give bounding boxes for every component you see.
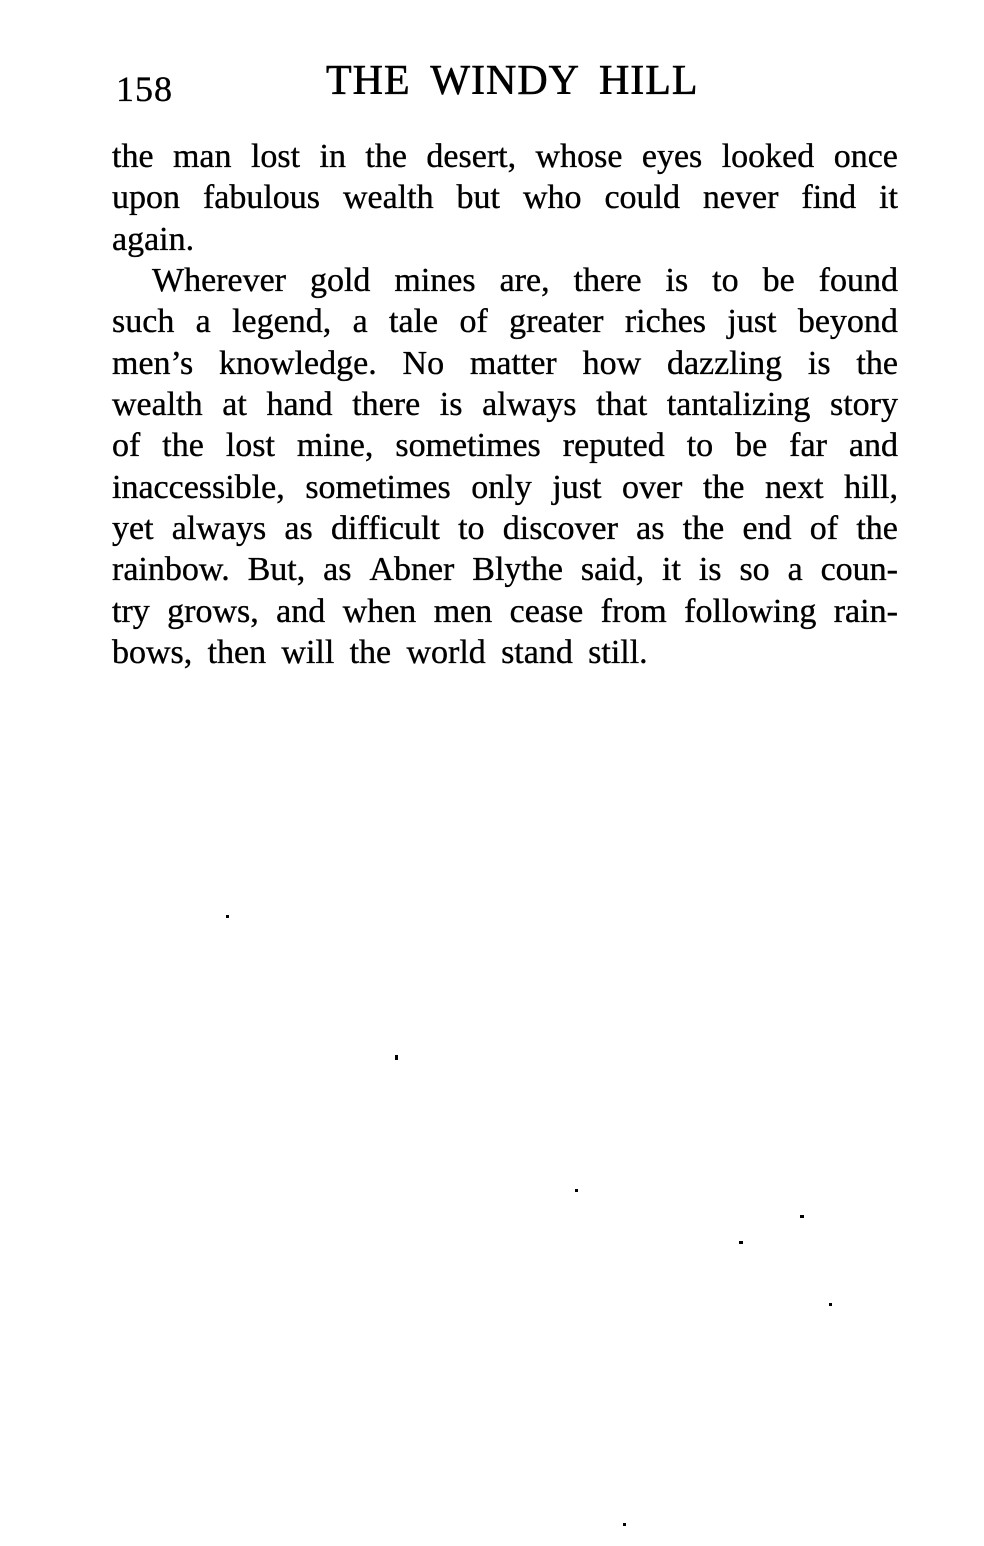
text-line: bows, then will the world stand still. bbox=[112, 633, 648, 671]
scan-speck bbox=[739, 1241, 743, 1244]
text-line: such a legend, a tale of greater riches just beyond bbox=[112, 303, 898, 341]
text-line: of the lost mine, sometimes reputed to be far and bbox=[112, 427, 898, 465]
text-line: wealth at hand there is always that tantalizing story bbox=[112, 385, 898, 423]
paragraph-continuation bbox=[112, 136, 898, 260]
page-number: 158 bbox=[116, 69, 173, 109]
text-line: rainbow. But, as Abner Blythe said, it is so a coun- bbox=[112, 551, 898, 589]
text-line: try grows, and when men cease from following rain- bbox=[112, 592, 898, 630]
running-title: THE WINDY HILL bbox=[326, 58, 699, 104]
text-line: inaccessible, sometimes only just over the next hill, bbox=[112, 468, 898, 506]
text-line: upon fabulous wealth but who could never find it bbox=[112, 179, 898, 217]
scan-speck bbox=[575, 1189, 578, 1192]
scan-speck bbox=[623, 1523, 626, 1526]
paragraph bbox=[112, 260, 898, 673]
scan-speck bbox=[226, 915, 229, 918]
scan-speck bbox=[800, 1215, 804, 1218]
page-text bbox=[112, 136, 898, 673]
text-line: Wherever gold mines are, there is to be found bbox=[152, 261, 898, 299]
text-line: again. bbox=[112, 220, 195, 258]
text-line: the man lost in the desert, whose eyes looked once bbox=[112, 138, 898, 175]
text-line: men’s knowledge. No matter how dazzling is the bbox=[112, 344, 898, 382]
scan-speck bbox=[829, 1303, 832, 1306]
text-line: yet always as difficult to discover as the end of the bbox=[112, 509, 898, 547]
scan-speck bbox=[395, 1055, 398, 1060]
